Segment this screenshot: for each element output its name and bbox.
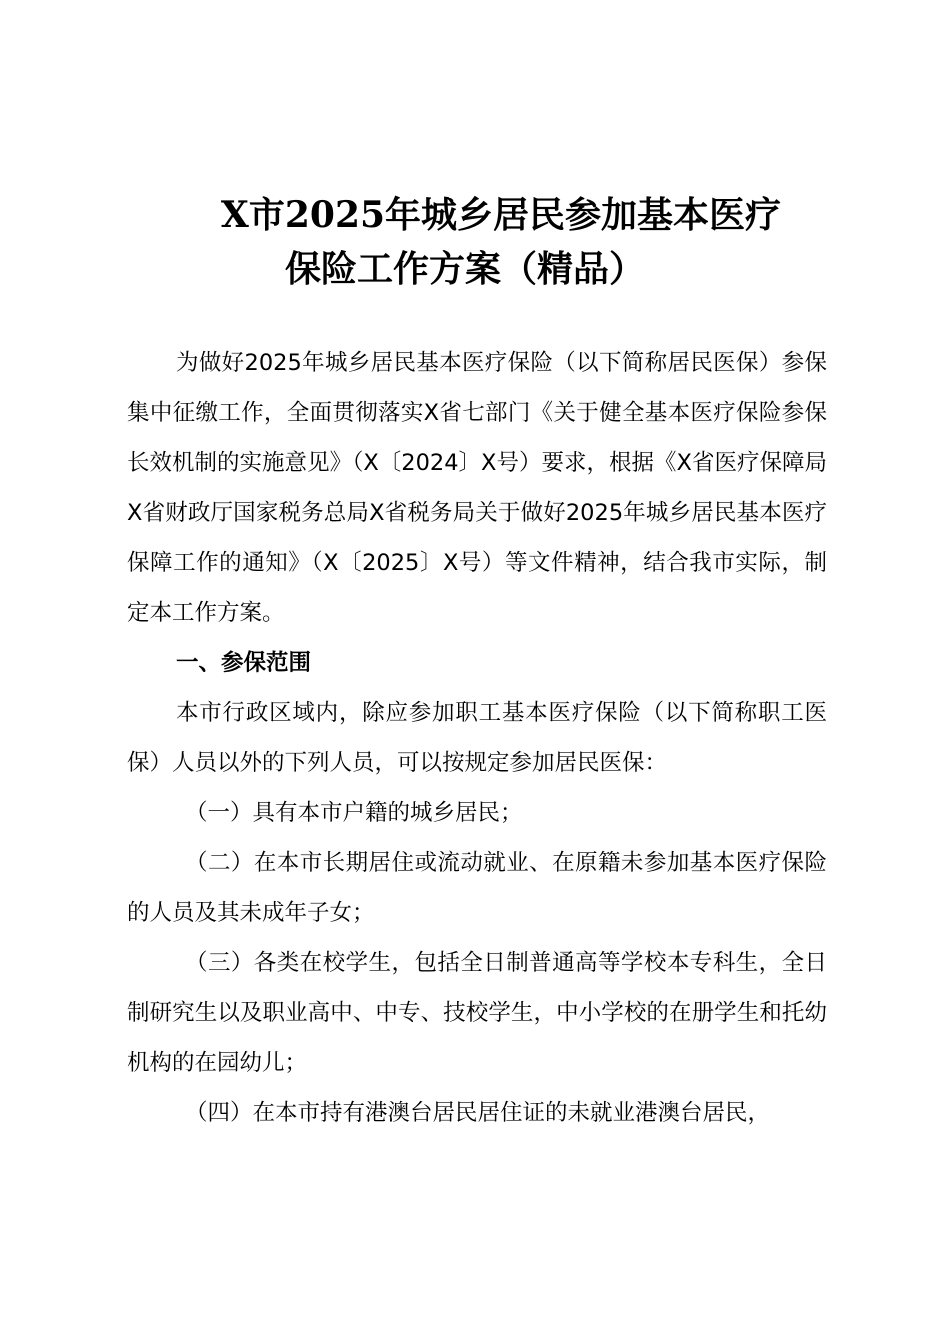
list-item: （四）在本市持有港澳台居民居住证的未就业港澳台居民， [185,1100,771,1126]
list-item: （一）具有本市户籍的城乡居民； [185,800,523,826]
list-item: （二）在本市长期居住或流动就业、在原籍未参加基本医疗保险的人员及其未成年子女； [127,850,827,926]
document-title-line1: X市2025年城乡居民参加基本医疗 [220,194,782,236]
section-heading: 一、参保范围 [176,650,312,676]
document-title-line2: 保险工作方案（精品） [284,248,645,290]
intro-paragraph: 为做好2025年城乡居民基本医疗保险（以下简称居民医保）参保集中征缴工作，全面贯彻落实X省七部门《关于健全基本医疗保险参保长效机制的实施意见》（X〔2024〕X号）要求，根据《X省医疗保障局X省财政厅国家税务总局X省税务局关于做好2025年城乡居民基本医疗保障工作的通知》（X〔2025〕X号）等文件精神，结合我市实际，制定本工作方案。 [127,350,827,626]
section-paragraph: 本市行政区域内，除应参加职工基本医疗保险（以下简称职工医保）人员以外的下列人员，可以按规定参加居民医保： [127,700,827,776]
list-item: （三）各类在校学生，包括全日制普通高等学校本专科生，全日制研究生以及职业高中、中专、技校学生，中小学校的在册学生和托幼机构的在园幼儿； [127,950,827,1076]
document-body [127,338,827,1138]
